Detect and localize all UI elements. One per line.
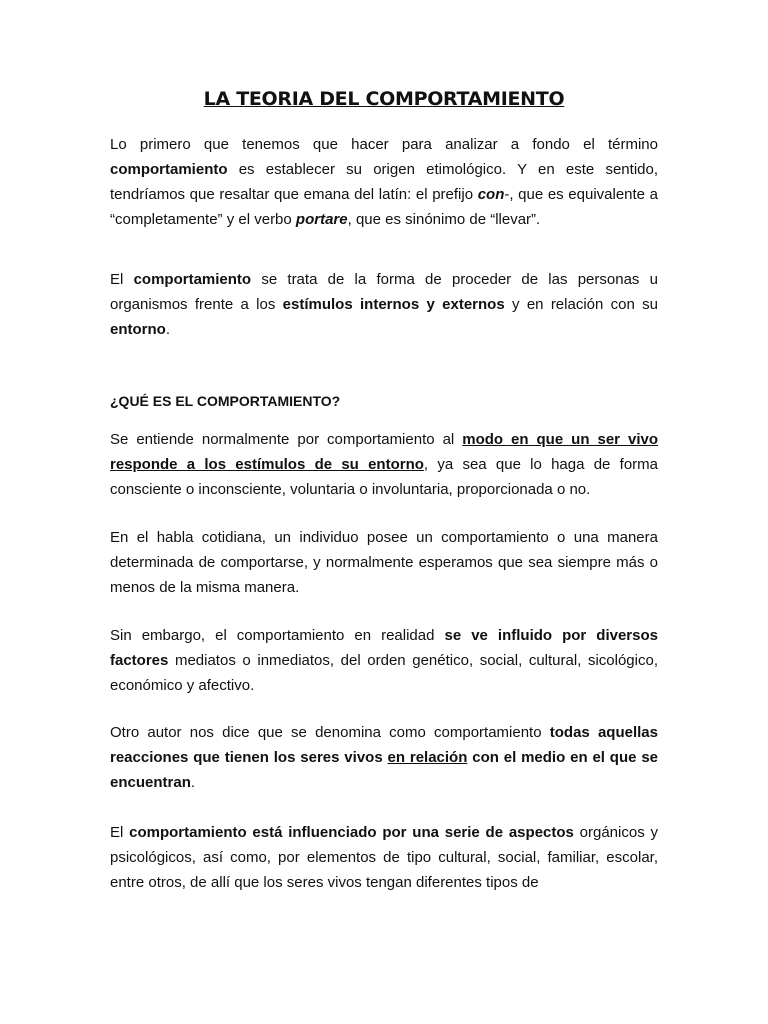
p6-bold-underline-1: en relación <box>387 749 468 766</box>
p5-text-2: mediatos o inmediatos, del orden genético, social, cultural, sicológico, económico y afectivo. <box>110 652 658 694</box>
paragraph-etymology <box>110 132 658 232</box>
p7-bold-1: comportamiento está influenciado por una serie de aspectos <box>129 824 574 841</box>
p1-text-4: , que es sinónimo de “llevar”. <box>347 211 541 228</box>
paragraph-factors <box>110 623 658 698</box>
document-title: LA TEORIA DEL COMPORTAMIENTO <box>203 88 565 110</box>
p6-text-1: Otro autor nos dice que se denomina como comportamiento <box>110 724 550 741</box>
p1-bold-italic-2: portare <box>295 211 348 228</box>
p1-text-1: Lo primero que tenemos que hacer para analizar a fondo el término <box>110 136 658 153</box>
paragraph-definition <box>110 267 658 342</box>
p2-text-1: El <box>110 271 134 288</box>
p2-bold-2: estímulos internos y externos <box>282 296 505 313</box>
p6-bold-2: con el medio en el que se encuentran <box>110 749 658 791</box>
p2-text-2: se trata de la forma de proceder de las personas u organismos frente a los <box>110 271 658 313</box>
p2-bold-3: entorno <box>110 321 166 338</box>
paragraph-reactions <box>110 720 658 795</box>
p6-bold-1: todas aquellas reacciones que tienen los seres vivos <box>110 724 658 766</box>
paragraph-response <box>110 427 658 502</box>
p1-text-2: es establecer su origen etimológico. Y en este sentido, tendríamos que resaltar que emana del latín: el prefijo <box>110 161 658 203</box>
paragraph-everyday <box>110 525 658 600</box>
p1-text-3: -, que es equivalente a “completamente” y el verbo <box>110 186 658 228</box>
p7-text-1: El <box>110 824 130 841</box>
p2-text-4: . <box>165 321 170 338</box>
p2-bold-1: comportamiento <box>133 271 252 288</box>
p1-bold-1: comportamiento <box>110 161 228 178</box>
p3-text-1: Se entiende normalmente por comportamiento al <box>110 431 463 448</box>
p2-text-3: y en relación con su <box>504 296 659 313</box>
paragraph-influences <box>110 820 658 895</box>
p5-bold-1: se ve influido por diversos factores <box>110 627 658 669</box>
p4-text-1: En el habla cotidiana, un individuo posee un comportamiento o una manera determinada de comportarse, y normalmente esperamos que sea siempre más o menos de la misma manera. <box>110 529 658 596</box>
section-heading: ¿QUÉ ES EL COMPORTAMIENTO? <box>110 393 341 409</box>
p7-text-2: orgánicos y psicológicos, así como, por elementos de tipo cultural, social, familiar, escolar, entre otros, de allí que los seres vivos tengan diferentes tipos de <box>110 824 658 891</box>
p3-text-2: , ya sea que lo haga de forma consciente o inconsciente, voluntaria o involuntaria, proporcionada o no. <box>110 456 659 498</box>
p5-text-1: Sin embargo, el comportamiento en realidad <box>110 627 445 644</box>
p1-bold-italic-1: con <box>477 186 505 203</box>
p3-bold-underline-1: modo en que un ser vivo responde a los estímulos de su entorno <box>110 431 658 473</box>
p6-text-2: . <box>190 774 196 791</box>
